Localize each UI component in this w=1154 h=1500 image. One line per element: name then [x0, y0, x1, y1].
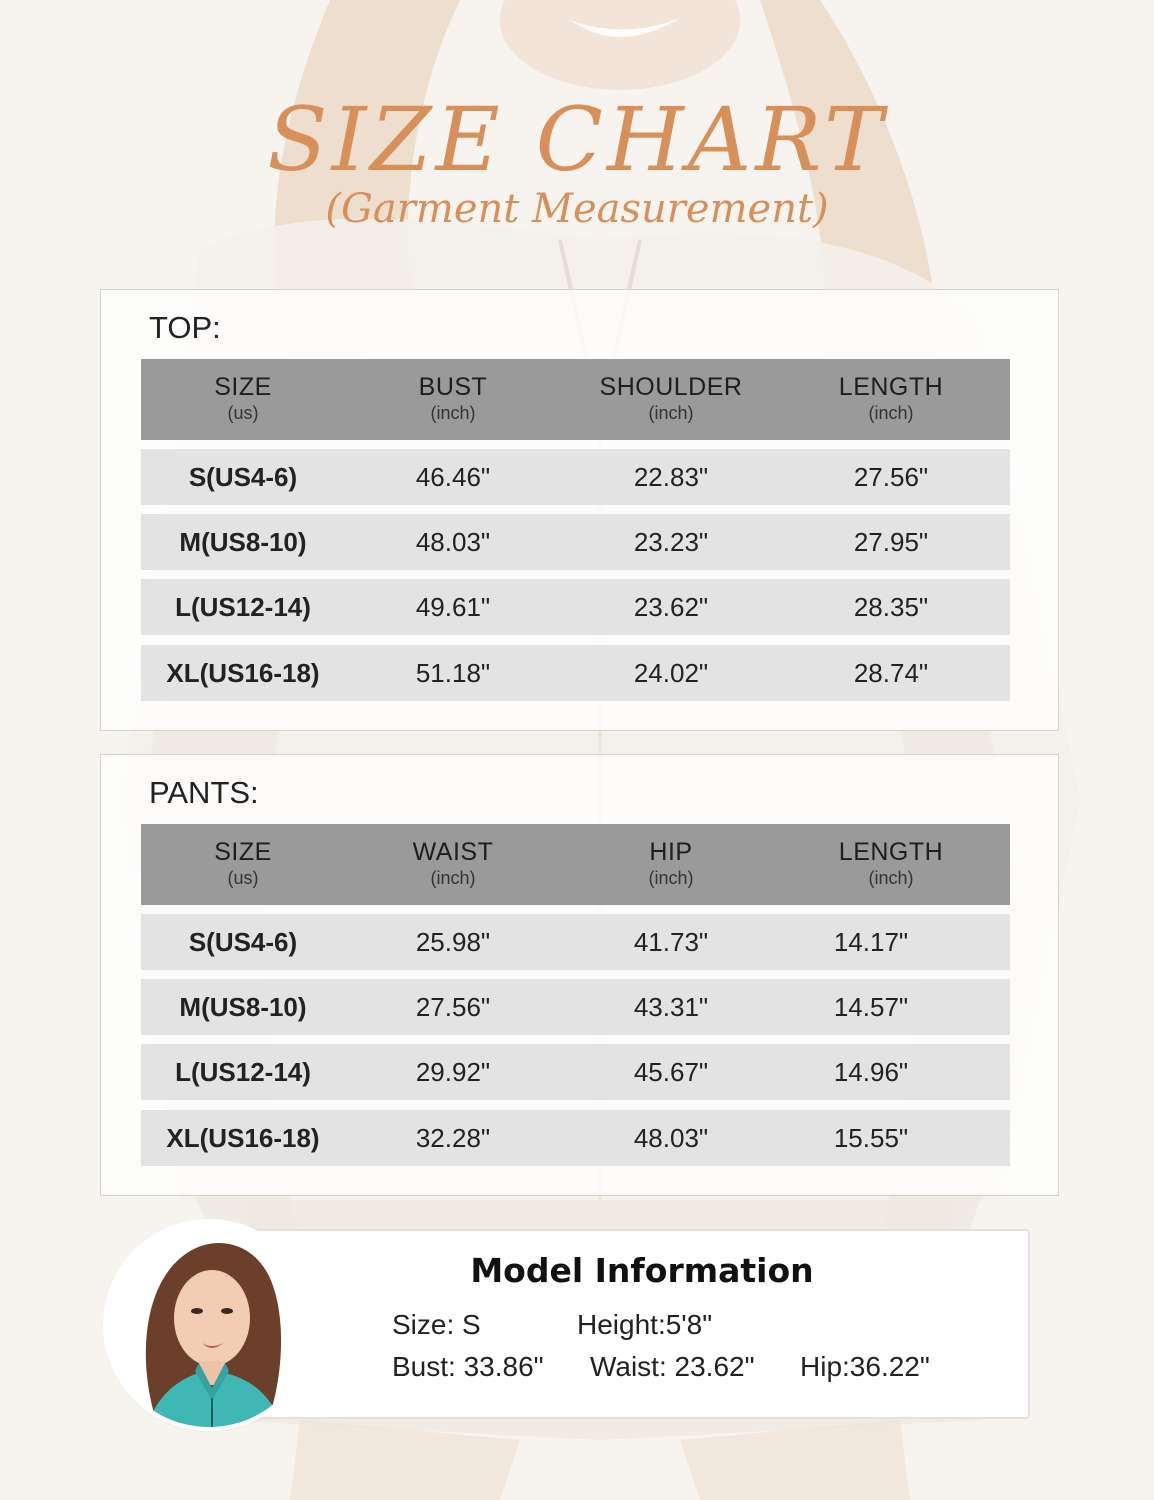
hip-cell: 43.31"	[633, 992, 709, 1022]
size-chart-subtitle: (Garment Measurement)	[325, 186, 829, 232]
bust-cell: 46.46"	[415, 462, 491, 492]
length-cell: 27.95"	[853, 527, 929, 557]
model-bust: Bust: 33.86"	[392, 1351, 544, 1382]
top-size-panel	[100, 289, 1059, 731]
pants-col-size	[133, 838, 353, 889]
table-row	[141, 449, 1010, 505]
length-cell: 14.17"	[833, 927, 909, 957]
model-info-card	[230, 1229, 1030, 1419]
pants-col-hip-unit: (inch)	[648, 868, 694, 888]
top-col-size-name: SIZE	[214, 373, 272, 401]
bust-cell: 48.03"	[415, 527, 491, 557]
model-hip: Hip:36.22"	[800, 1351, 930, 1382]
pants-section-label: PANTS:	[149, 775, 259, 810]
hip-cell: 41.73"	[633, 927, 709, 957]
pants-size-panel	[100, 754, 1059, 1196]
length-cell: 14.57"	[833, 992, 909, 1022]
length-cell: 14.96"	[833, 1057, 909, 1087]
table-row	[141, 645, 1010, 701]
size-cell: M(US8-10)	[179, 992, 307, 1022]
pants-col-waist	[343, 838, 563, 889]
waist-cell: 25.98"	[415, 927, 491, 957]
hip-cell: 45.67"	[633, 1057, 709, 1087]
shoulder-cell: 23.62"	[633, 592, 709, 622]
top-table-header	[141, 359, 1010, 440]
top-col-bust-unit: (inch)	[430, 403, 476, 423]
size-cell: XL(US16-18)	[166, 1123, 320, 1153]
table-row	[141, 1044, 1010, 1100]
top-col-shoulder-unit: (inch)	[648, 403, 694, 423]
table-row	[141, 979, 1010, 1035]
shoulder-cell: 23.23"	[633, 527, 709, 557]
table-row	[141, 1110, 1010, 1166]
table-row	[141, 914, 1010, 970]
bust-cell: 49.61"	[415, 592, 491, 622]
table-row	[141, 514, 1010, 570]
model-waist: Waist: 23.62"	[590, 1351, 755, 1382]
top-col-length-name: LENGTH	[838, 373, 944, 401]
size-cell: XL(US16-18)	[166, 658, 320, 688]
top-col-shoulder-name: SHOULDER	[599, 373, 743, 401]
model-portrait-image	[107, 1223, 311, 1427]
top-col-length	[781, 373, 1001, 424]
size-chart-title: SIZE CHART	[267, 88, 887, 191]
pants-col-length	[781, 838, 1001, 889]
pants-col-length-name: LENGTH	[838, 838, 944, 866]
model-size: Size: S	[392, 1309, 481, 1340]
model-avatar	[107, 1223, 311, 1427]
pants-col-length-unit: (inch)	[868, 868, 914, 888]
shoulder-cell: 24.02"	[633, 658, 709, 688]
pants-table-header	[141, 824, 1010, 905]
model-height: Height:5'8"	[577, 1309, 713, 1340]
pants-col-waist-unit: (inch)	[430, 868, 476, 888]
size-cell: L(US12-14)	[175, 592, 311, 622]
waist-cell: 32.28"	[415, 1123, 491, 1153]
top-col-size-unit: (us)	[227, 403, 259, 423]
pants-col-hip	[561, 838, 781, 889]
size-cell: L(US12-14)	[175, 1057, 311, 1087]
pants-col-hip-name: HIP	[649, 838, 693, 866]
top-col-bust	[343, 373, 563, 424]
bust-cell: 51.18"	[415, 658, 491, 688]
length-cell: 27.56"	[853, 462, 929, 492]
top-col-size	[133, 373, 353, 424]
length-cell: 28.74"	[853, 658, 929, 688]
length-cell: 28.35"	[853, 592, 929, 622]
waist-cell: 27.56"	[415, 992, 491, 1022]
size-cell: M(US8-10)	[179, 527, 307, 557]
pants-col-size-unit: (us)	[227, 868, 259, 888]
pants-col-size-name: SIZE	[214, 838, 272, 866]
table-row	[141, 579, 1010, 635]
top-section-label: TOP:	[149, 310, 221, 345]
hip-cell: 48.03"	[633, 1123, 709, 1153]
top-col-length-unit: (inch)	[868, 403, 914, 423]
model-info-title: Model Information	[470, 1251, 814, 1290]
length-cell: 15.55"	[833, 1123, 909, 1153]
size-cell: S(US4-6)	[188, 462, 298, 492]
top-col-shoulder	[561, 373, 781, 424]
shoulder-cell: 22.83"	[633, 462, 709, 492]
pants-col-waist-name: WAIST	[412, 838, 494, 866]
top-col-bust-name: BUST	[418, 373, 488, 401]
size-cell: S(US4-6)	[188, 927, 298, 957]
waist-cell: 29.92"	[415, 1057, 491, 1087]
